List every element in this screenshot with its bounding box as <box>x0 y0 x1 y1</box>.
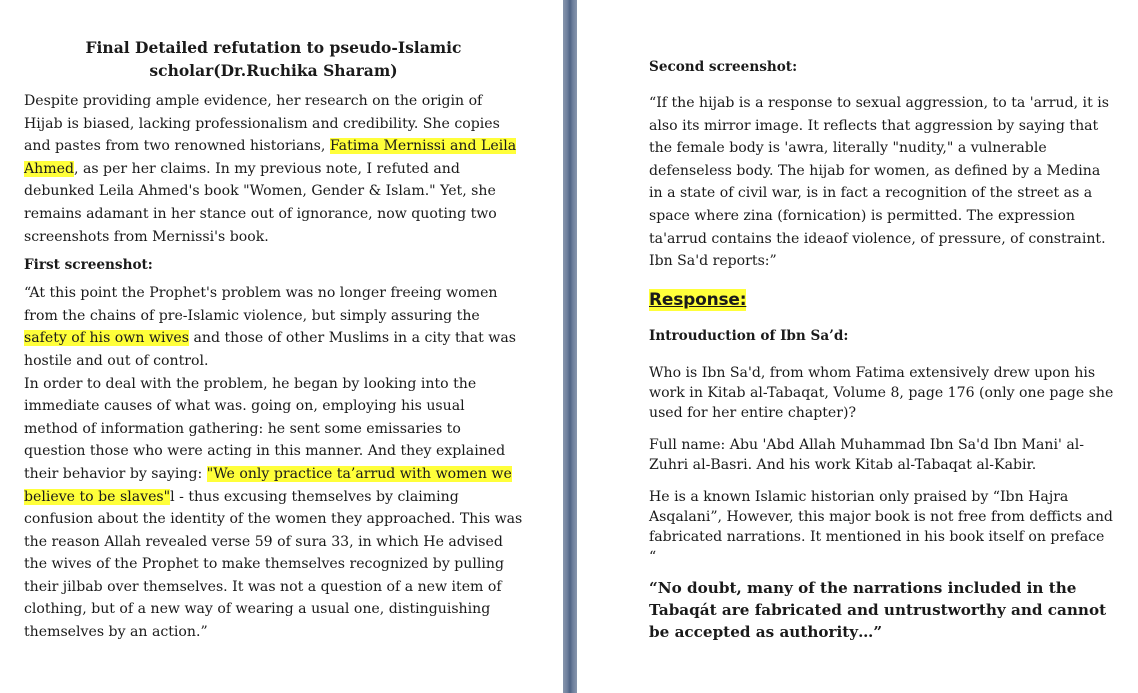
intro-text-1: Despite providing ample evidence, her research on the origin of Hijab is biased, lacking professionalism and credibility. She copies and pastes from two renowned historians, <box>24 93 500 155</box>
intro-paragraph <box>24 90 523 248</box>
quote1-text-1: “At this point the Prophet's problem was no longer freeing women from the chains of pre-Islamic violence, but simply assuring the <box>24 285 498 324</box>
bold-quote: “No doubt, many of the narrations included in the Tabaqát are fabricated and untrustworthy and cannot be accepted as authority…” <box>649 578 1107 641</box>
quote1-paragraph <box>24 282 523 644</box>
page-gutter <box>563 0 577 693</box>
title-line-2: scholar(Dr.Ruchika Sharam) <box>149 61 398 80</box>
highlight-taarrud-slaves: "We only practice ta’arrud with women we believe to be slaves" <box>24 465 512 505</box>
highlight-safety-wives: safety of his own wives <box>24 330 189 347</box>
first-screenshot-heading: First screenshot: <box>24 257 153 274</box>
quote1-text-4: l - thus excusing themselves by claiming confusion about the identity of the women they approached. This was the reason Allah revealed verse 59 of sura 33, in which He advised the wives of the Prophet to make themselves recognized by pulling their jilbab over themselves. It was not a question of a new item of clothing, but of a new way of wearing a usual one, distinguishing themselves by an action.” <box>24 488 523 641</box>
response-heading: Response: <box>649 289 747 310</box>
title-line-1: Final Detailed refutation to pseudo-Islamic <box>85 38 462 57</box>
left-page <box>0 0 563 693</box>
intro-ibn-sad-heading: Introuduction of Ibn Sa’d: <box>649 327 849 344</box>
quote2-paragraph: “If the hijab is a response to sexual aggression, to ta 'arrud, it is also its mirror image. It reflects that aggression by saying that the female body is 'awra, literally "nudity," a vulnerable defenseless body. The hijab for women, as defined by a Medina in a state of civil war, is in fact a recognition of the street as a space where zina (fornication) is permitted. The expression ta'arrud contains the ideaof violence, of pressure, of constraint. Ibn Sa'd reports:” <box>649 95 1109 270</box>
intro-text-2: , as per her claims. In my previous note, I refuted and debunked Leila Ahmed's book "Women, Gender & Islam." Yet, she remains adamant in her stance out of ignorance, now quoting two screenshots from Mernissi's book. <box>24 160 497 245</box>
ibn-sad-paragraph-1: Who is Ibn Sa'd, from whom Fatima extensively drew upon his work in Kitab al-Tabaqat, Volume 8, page 176 (only one page she used for her entire chapter)? <box>649 364 1114 421</box>
quote1-text-3: In order to deal with the problem, he began by looking into the immediate causes of what was. going on, employing his usual method of information gathering: he sent some emissaries to question those who were acting in this manner. And they explained their behavior by saying: <box>24 375 506 482</box>
highlight-historians: Fatima Mernissi and Leila Ahmed <box>24 138 517 177</box>
quote1-text-2: and those of other Muslims in a city that was hostile and out of control. <box>24 330 516 369</box>
ibn-sad-paragraph-2: Full name: Abu 'Abd Allah Muhammad Ibn Sa'd Ibn Mani' al-Zuhri al-Basri. And his work Kitab al-Tabaqat al-Kabir. <box>649 436 1085 473</box>
response-heading-wrap <box>649 289 1114 311</box>
document-title <box>24 36 523 82</box>
second-screenshot-heading: Second screenshot: <box>649 59 798 75</box>
right-page <box>577 0 1138 693</box>
ibn-sad-paragraph-3: He is a known Islamic historian only praised by “Ibn Hajra Asqalani”, However, this major book is not free from defficts and fabricated narrations. It mentioned in his book itself on preface “ <box>649 488 1113 565</box>
